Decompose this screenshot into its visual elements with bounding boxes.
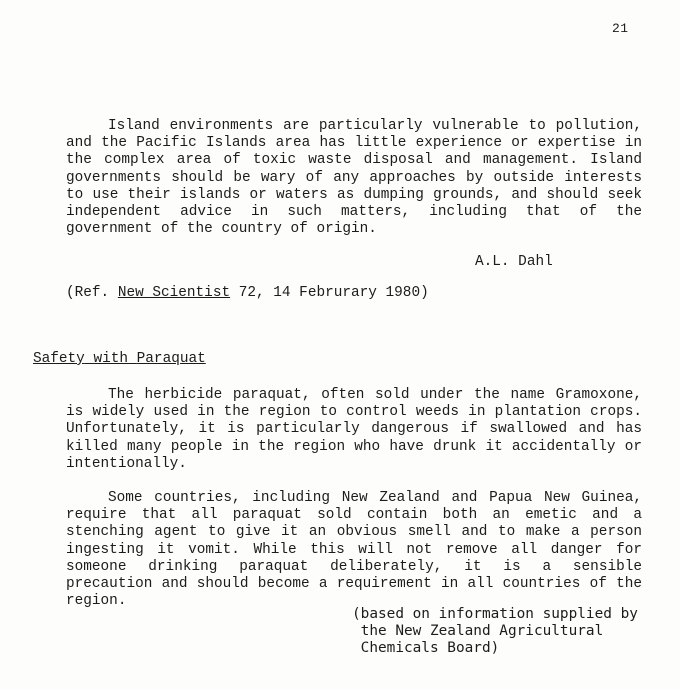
paragraph-island-environments: Island environments are particularly vulnerable to pollution, and the Pacific Islands area has little experience or expertise in the complex area of toxic waste disposal and management. Island governments should be wary of any approaches by outside interests to use their islands or waters as dumping grounds, and should seek independent advice in such matters, including that of the government of the country of origin.	[66, 118, 642, 238]
heading-word-paraquat: Paraquat	[136, 351, 206, 367]
heading-word-safety: Safety	[33, 351, 85, 367]
section-heading	[33, 351, 206, 367]
source-note: (based on information supplied by the New Zealand Agricultural Chemicals Board)	[352, 606, 638, 657]
reference-suffix: 72, 14 Februrary 1980)	[230, 285, 429, 301]
reference-prefix: (Ref.	[66, 285, 118, 301]
reference-journal: New Scientist	[117, 285, 231, 301]
author-signature: A.L. Dahl	[475, 254, 553, 270]
heading-word-with: with	[93, 351, 129, 367]
paragraph-herbicide-paraquat: The herbicide paraquat, often sold under the name Gramoxone, is widely used in the region to control weeds in plantation crops. Unfortunately, it is particularly dangerous if swallowed and has killed many people in the region who have drunk it accidentally or intentionally.	[66, 387, 642, 472]
page-number: 21	[612, 21, 629, 36]
reference-citation	[66, 285, 429, 301]
paragraph-some-countries: Some countries, including New Zealand and Papua New Guinea, require that all paraquat sold contain both an emetic and a stenching agent to give it an obvious smell and to make a person ingesting it vomit. While this will not remove all danger for someone drinking paraquat deliberately, it is a sensible precaution and should become a requirement in all countries of the region.	[66, 490, 642, 610]
